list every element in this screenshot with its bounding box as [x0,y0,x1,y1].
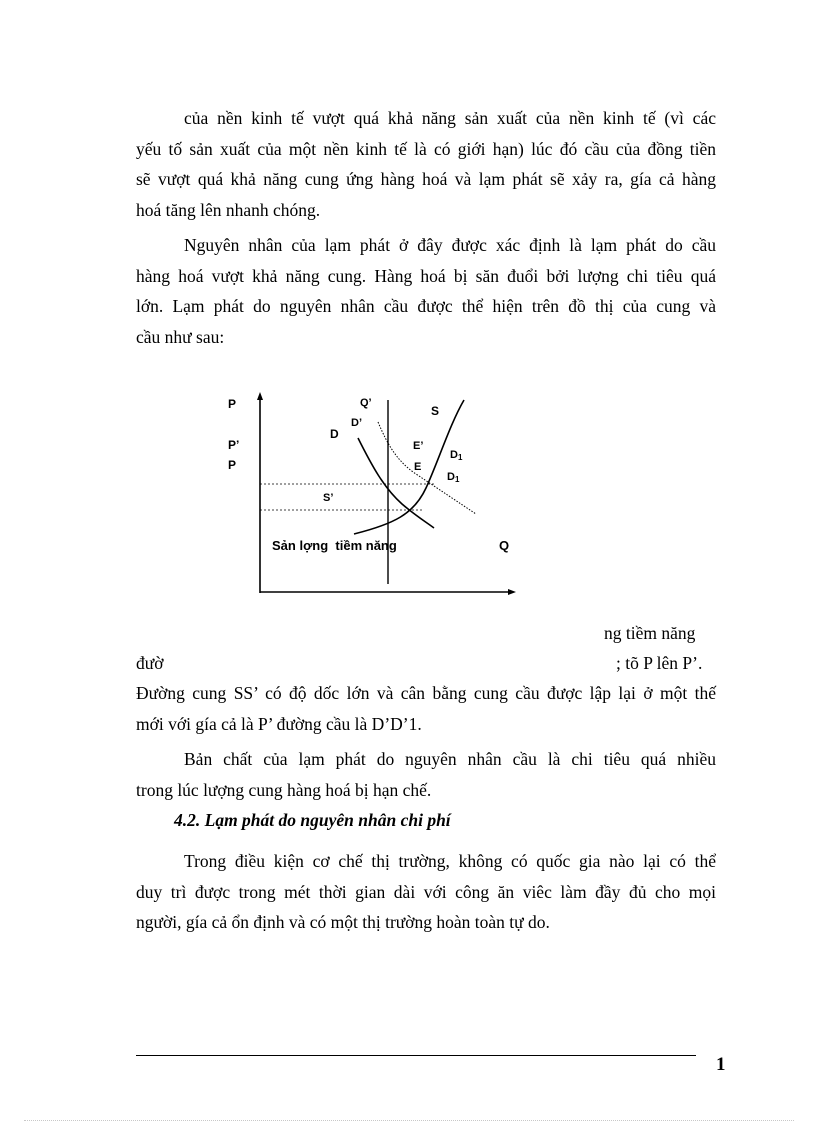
s-label: S [431,404,440,418]
text-line: cầu như sau: [136,327,225,348]
text-line: hoá tăng lên nhanh chóng. [136,200,321,221]
text-line: trong lúc lượng cung hàng hoá bị hạn chế. [136,779,432,800]
supply-demand-diagram [222,388,522,600]
page-bottom-border [24,1120,794,1121]
text-line: hàng hoá vượt khả năng cung. Hàng hoá bị săn đuổi bởi lượng chi tiêu quá [136,265,716,286]
partial-text-right: ng tiềm năng [604,623,696,643]
text-line: người, gía cả ổn định và có một thị trường hoàn toàn tự do. [136,912,550,933]
potential-output-label: Sản lợng tiềm năng [272,538,397,553]
e-label: E [414,461,422,473]
d-prime-label: D’ [351,417,362,429]
text-line: Trong điều kiện cơ chế thị trường, không có quốc gia nào lại có thể [184,851,716,871]
d1-lower-label: D1 [447,471,460,484]
paragraph-3 [136,678,716,739]
text-line: duy trì được trong mét thời gian dài với công ăn viêc làm đầy đủ cho mọi [136,881,716,902]
price-p-label: P [228,458,237,472]
e-prime-label: E’ [413,440,424,452]
text-line: mới với gía cả là P’ đường cầu là D’D’1. [136,713,422,734]
page-number: 1 [716,1054,726,1075]
partial-text-right-2: ; tõ P lên P’. [616,653,703,673]
text-line: của nền kinh tế vượt quá khả năng sản xuất của nền kinh tế (vì các [184,108,716,128]
text-line: Bản chất của lạm phát do nguyên nhân cầu là chi tiêu quá nhiều [184,749,716,769]
text-line: lớn. Lạm phát do nguyên nhân cầu được thể hiện trên đồ thị của cung và [136,296,716,317]
paragraph-1 [136,103,716,226]
demand-curve-d-prime [378,422,476,514]
quantity-axis-label: Q [499,538,510,553]
text-line: yếu tố sản xuất của một nền kinh tế là có giới hạn) lúc đó cầu của đồng tiền [136,138,716,159]
d1-upper-label: D1 [450,449,463,462]
footer-rule [136,1055,696,1056]
s-prime-label: S’ [323,492,334,504]
d-label: D [330,427,339,441]
quantity-axis-arrow [508,589,516,595]
text-line: sẽ vượt quá khả năng cung ứng hàng hoá và lạm phát sẽ xảy ra, gía cả hàng [136,169,716,190]
paragraph-4 [136,744,716,805]
paragraph-5 [136,846,716,938]
price-axis-label: P [228,397,237,411]
section-heading: 4.2. Lạm phát do nguyên nhân chi phí [174,810,451,830]
text-line: Đường cung SS’ có độ dốc lớn và cân bằng cung cầu được lập lại ở một thế [136,683,716,703]
text-line: Nguyên nhân của lạm phát ở đây được xác định là lạm phát do cầu [184,235,716,255]
price-p-prime-label: P’ [228,438,240,452]
paragraph-2 [136,230,716,353]
price-axis-arrow [257,392,263,400]
q-prime-label: Q’ [360,397,372,409]
partial-text-left: đườ [136,653,164,673]
supply-curve [354,400,464,534]
